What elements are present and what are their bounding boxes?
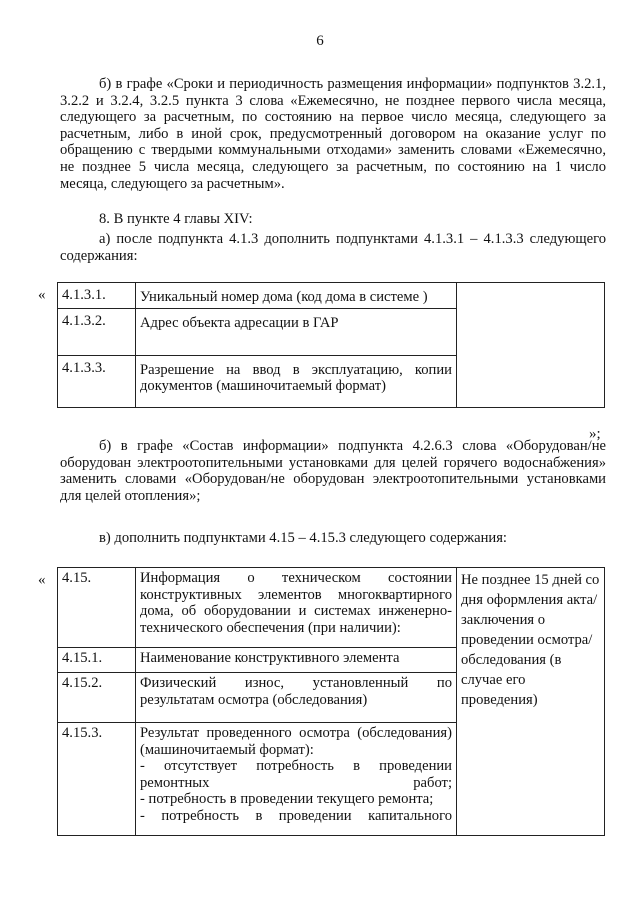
row-number: 4.15. <box>58 568 136 648</box>
row-number: 4.1.3.1. <box>58 283 136 309</box>
paragraph-item-8: 8. В пункте 4 главы XIV: <box>99 211 253 227</box>
open-quote-2: « <box>38 572 46 588</box>
row-number: 4.15.3. <box>58 723 136 836</box>
paragraph-v-dopolnit: в) дополнить подпунктами 4.15 – 4.15.3 следующего содержания: <box>99 530 507 546</box>
deadline-cell: Не позднее 15 дней со дня оформления акта/заключения о проведении осмотра/ обследования (в случае его проведения) <box>457 568 605 836</box>
row-number: 4.1.3.3. <box>58 355 136 407</box>
paragraph-b-sroki: б) в графе «Сроки и периодичность размещения информации» подпунктов 3.2.1, 3.2.2 и 3.2.4, 3.2.5 пункта 3 слова «Ежемесячно, не позднее первого числа месяца, следующего за расчетным, по состоянию на первое число месяца, следующего за расчетным, либо в иной срок, предусмотренный договором на оказание услуг по обращению с твердыми коммунальными отходами» заменить словами «Ежемесячно, не позднее 5 числа месяца, следующего за расчетным, по состоянию на 1 число месяца, следующего за расчетным». <box>60 76 606 192</box>
close-quote-1: »; <box>589 426 601 442</box>
table-row <box>58 568 605 648</box>
table-4-1-3 <box>57 282 605 408</box>
row-text: Физический износ, установленный по результатам осмотра (обследования) <box>136 673 457 723</box>
row-text: Результат проведенного осмотра (обследования) (машиночитаемый формат): <box>140 725 452 758</box>
open-quote-1: « <box>38 287 46 303</box>
row-text-with-list <box>136 723 457 836</box>
row-text: Адрес объекта адресации в ГАР <box>136 308 457 355</box>
row-number: 4.1.3.2. <box>58 308 136 355</box>
paragraph-a-dopolnit: а) после подпункта 4.1.3 дополнить подпунктами 4.1.3.1 – 4.1.3.3 следующего содержания: <box>60 231 606 264</box>
list-item: - отсутствует потребность в проведении ремонтных работ; <box>140 758 452 791</box>
row-number: 4.15.1. <box>58 648 136 673</box>
table-row <box>58 283 605 309</box>
row-text: Наименование конструктивного элемента <box>136 648 457 673</box>
list-item: - потребность в проведении текущего ремонта; <box>140 791 434 808</box>
paragraph-b-sostav: б) в графе «Состав информации» подпункта 4.2.6.3 слова «Оборудован/не оборудован электроотопительными установками для целей горячего водоснабжения» заменить словами «Оборудован/не оборудован электроотопительными установками для целей отопления»; <box>60 438 606 504</box>
empty-deadline-cell <box>457 283 605 408</box>
row-text: Уникальный номер дома (код дома в системе ) <box>136 283 457 309</box>
row-text: Разрешение на ввод в эксплуатацию, копии документов (машиночитаемый формат) <box>136 355 457 407</box>
table-4-15 <box>57 567 605 836</box>
row-text: Информация о техническом состоянии конструктивных элементов многоквартирного дома, об оборудовании и системах инженерно-технического обеспечения (при наличии): <box>136 568 457 648</box>
page-number: 6 <box>316 33 324 49</box>
list-item: - потребность в проведении капитального <box>140 807 452 824</box>
row-number: 4.15.2. <box>58 673 136 723</box>
